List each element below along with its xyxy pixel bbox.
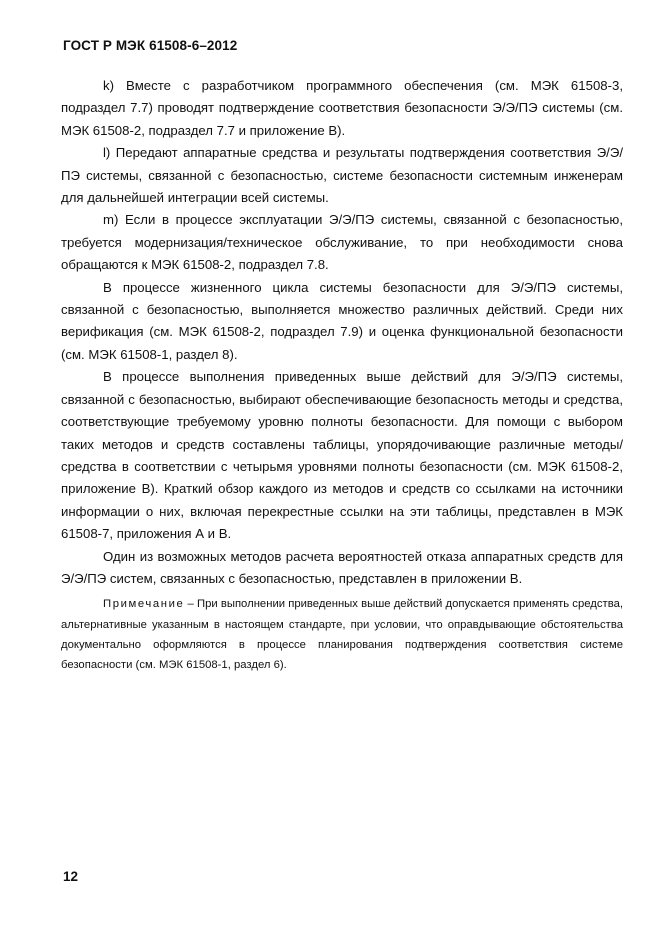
- paragraph-l: l) Передают аппаратные средства и результаты подтверждения соответствия Э/Э/ПЭ системы, связанной с безопасностью, системе безопасности системным инженерам для дальнейшей интеграции всей системы.: [61, 145, 623, 206]
- paragraph-lifecycle: В процессе жизненного цикла системы безопасности для Э/Э/ПЭ системы, связанной с безопасностью, выполняется множество различных действий. Среди них верификация (см. МЭК 61508-2, подраздел 7.9) и оценка функциональной безопасности (см. МЭК 61508-1, раздел 8).: [61, 279, 623, 362]
- note-label: Примечание: [103, 598, 185, 611]
- paragraph-k: k) Вместе с разработчиком программного обеспечения (см. МЭК 61508-3, подраздел 7.7) проводят подтверждение соответствия безопасности Э/Э/ПЭ системы (см. МЭК 61508-2, подраздел 7.7 и приложение В).: [61, 78, 623, 138]
- body-text: [61, 75, 623, 675]
- document-header: ГОСТ Р МЭК 61508-6–2012: [63, 38, 238, 53]
- page-number: 12: [63, 869, 79, 884]
- note-text: – При выполнении приведенных выше действий допускается применять средства, альтернативные указанным в настоящем стандарте, при условии, что оправдывающие обстоятельства документально оформляются в процессе планирования подтверждения соответствия системе безопасности (см. МЭК 61508-1, раздел 6).: [61, 598, 623, 671]
- note: [61, 594, 623, 675]
- paragraph-m: m) Если в процессе эксплуатации Э/Э/ПЭ системы, связанной с безопасностью, требуется модернизация/техническое обслуживание, то при необходимости снова обращаются к МЭК 61508-2, подраздел 7.8.: [61, 212, 623, 273]
- paragraph-methods: В процессе выполнения приведенных выше действий для Э/Э/ПЭ системы, связанной с безопасностью, выбирают обеспечивающие безопасность методы и средства, соответствующие требуемому уровню полноты безопасности. Для помощи с выбором таких методов и средств составлены таблицы, упорядочивающие различные методы/средства в соответствии с четырьмя уровнями полноты безопасности (см. МЭК 61508-2, приложение В). Краткий обзор каждого из методов и средств со ссылками на источники информации о них, включая перекрестные ссылки на эти таблицы, представлен в МЭК 61508-7, приложения А и В.: [61, 369, 623, 542]
- paragraph-probability: Один из возможных методов расчета вероятностей отказа аппаратных средств для Э/Э/ПЭ систем, связанных с безопасностью, представлен в приложении В.: [61, 548, 623, 586]
